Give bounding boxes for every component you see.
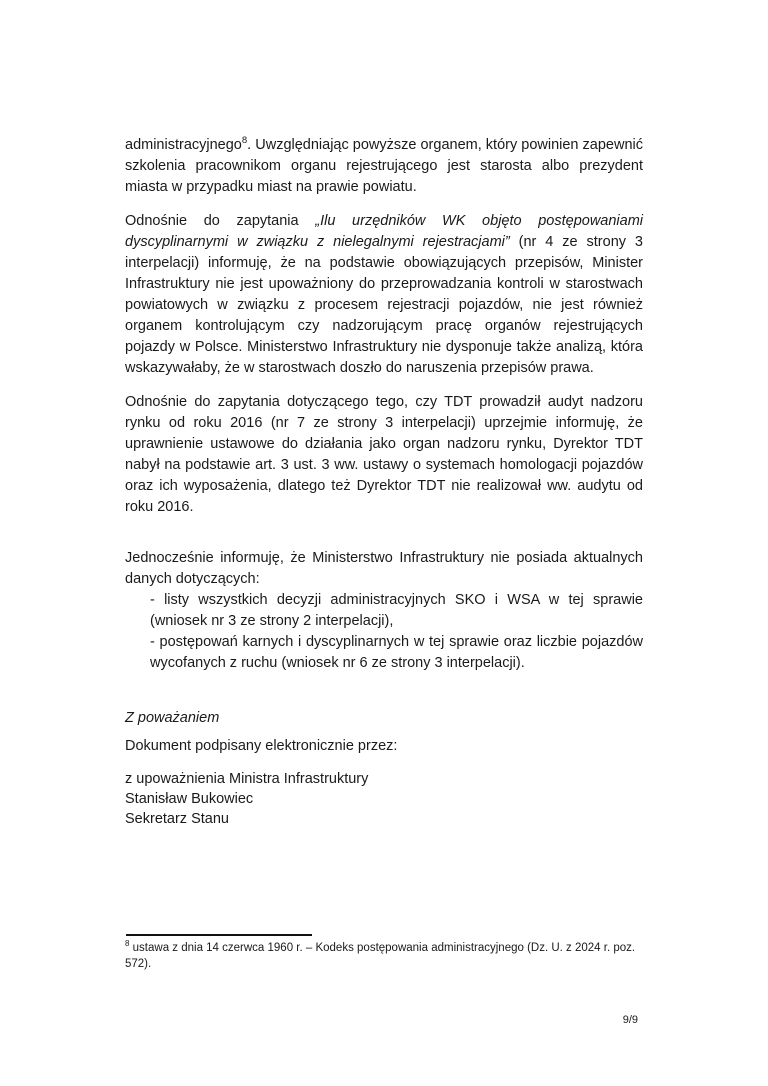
quoted-interpellation-text: „Ilu urzędników WK objęto postępowaniami dyscyplinarnymi w związku z nielegalnymi rejestracjami” xyxy=(125,213,644,250)
signature-authorization: z upoważnienia Ministra Infrastruktury xyxy=(125,771,369,787)
signature-name: Stanisław Bukowiec xyxy=(125,791,254,807)
footnote-separator-line xyxy=(126,934,312,936)
list-item: - postępowań karnych i dyscyplinarnych w tej sprawie oraz liczbie pojazdów wycofanych z ruchu (wniosek nr 6 ze strony 3 interpelacji). xyxy=(150,634,643,671)
paragraph-administrative xyxy=(125,135,643,198)
paragraph-missing-data-intro: Jednocześnie informuję, że Ministerstwo Infrastruktury nie posiada aktualnych danych dotyczących: xyxy=(125,550,643,587)
electronic-signature-note: Dokument podpisany elektronicznie przez: xyxy=(125,738,398,754)
footnote-marker: 8 xyxy=(125,939,130,949)
page-number: 9/9 xyxy=(622,1014,638,1026)
footnote-text: ustawa z dnia 14 czerwca 1960 r. – Kodeks postępowania administracyjnego (Dz. U. z 2024 r. poz. 572). xyxy=(125,942,636,970)
closing-salutation: Z poważaniem xyxy=(125,710,220,726)
list-item: - listy wszystkich decyzji administracyjnych SKO i WSA w tej sprawie (wniosek nr 3 ze strony 2 interpelacji), xyxy=(150,592,643,629)
signature-title: Sekretarz Stanu xyxy=(125,811,229,827)
document-body xyxy=(125,135,643,829)
footnote-reference: 8 xyxy=(241,135,248,147)
paragraph-tdt-audit: Odnośnie do zapytania dotyczącego tego, czy TDT prowadził audyt nadzoru rynku od roku 2016 (nr 7 ze strony 3 interpelacji) uprzejmie informuję, że uprawnienie ustawowe do działania jako organ nadzoru rynku, Dyrektor TDT nabył na podstawie art. 3 ust. 3 ww. ustawy o systemach homologacji pojazdów oraz ich wyposażenia, dlatego też Dyrektor TDT nie realizował ww. audytu od roku 2016. xyxy=(125,394,643,515)
paragraph-text: (nr 4 ze strony 3 interpelacji) informuję, że na podstawie obowiązujących przepisów, Minister Infrastruktury nie jest upoważniony do przeprowadzania kontroli w starostwach powiatowych w związku z procesem rejestracji pojazdów, nie jest również organem kontrolującym czy nadzorującym pracę organów rejestrujących pojazdy w Polsce. Ministerstwo Infrastruktury nie dysponuje także analizą, która wskazywałaby, że w starostwach doszło do naruszenia przepisów prawa. xyxy=(125,234,643,376)
paragraph-text: administracyjnego xyxy=(125,137,242,153)
paragraph-text: Odnośnie do zapytania xyxy=(125,213,316,229)
signature-block xyxy=(125,769,643,829)
paragraph-disciplinary-question xyxy=(125,211,643,379)
paragraph-text: . Uwzględniając powyższe organem, który powinien zapewnić szkolenia pracownikom organu rejestrującego jest starosta albo prezydent miasta w przypadku miast na prawie powiatu. xyxy=(125,137,643,195)
missing-data-list xyxy=(150,590,643,674)
footnote xyxy=(125,940,643,972)
